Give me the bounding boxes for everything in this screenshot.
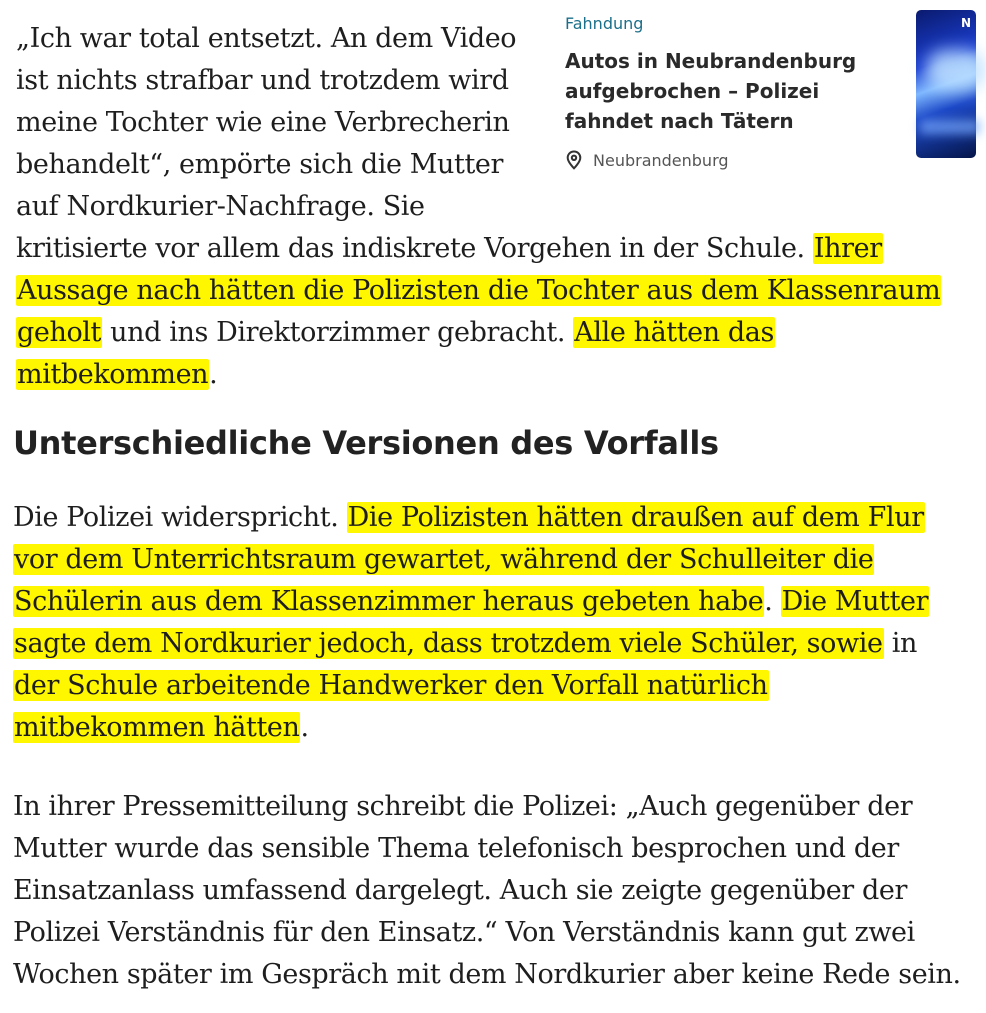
- p2-line: [13, 623, 917, 665]
- section-heading: Unterschiedliche Versionen des Vorfalls: [13, 424, 719, 462]
- image-light-glow: [926, 50, 986, 90]
- highlighted-text: mitbekommen hätten: [14, 712, 300, 743]
- highlighted-text: sagte dem Nordkurier jedoch, dass trotzdem viele Schüler, sowie: [14, 628, 883, 659]
- teaser-image[interactable]: [916, 10, 976, 158]
- highlighted-text: Ihrer: [813, 233, 882, 264]
- highlighted-text: Die Polizisten hätten draußen auf dem Flur: [347, 502, 924, 533]
- text-segment: Mutter wurde das sensible Thema telefonisch besprochen und der: [13, 833, 899, 864]
- highlighted-text: Alle hätten das: [574, 317, 774, 348]
- text-segment: .: [764, 586, 781, 617]
- text-segment: Polizei Verständnis für den Einsatz.“ Von Verständnis kann gut zwei: [13, 917, 915, 948]
- p2-line: [13, 665, 769, 707]
- text-segment: Einsatzanlass umfassend dargelegt. Auch sie zeigte gegenüber der: [13, 875, 907, 906]
- text-segment: .: [300, 712, 309, 743]
- p1-line: [16, 270, 941, 312]
- highlighted-text: Aussage nach hätten die Polizisten die Tochter aus dem Klassenraum: [17, 275, 941, 306]
- text-segment: meine Tochter wie eine Verbrecherin: [16, 107, 510, 138]
- related-article-teaser[interactable]: [565, 10, 972, 180]
- p1-line: [16, 312, 775, 354]
- text-segment: ist nichts strafbar und trotzdem wird: [16, 65, 509, 96]
- p2-line: [13, 497, 925, 539]
- highlighted-text: Schülerin aus dem Klassenzimmer heraus gebeten habe: [14, 586, 764, 617]
- teaser-location-label: Neubrandenburg: [593, 150, 729, 170]
- p2-line: [13, 539, 874, 581]
- highlighted-text: mitbekommen: [17, 359, 209, 390]
- text-segment: Wochen später im Gespräch mit dem Nordkurier aber keine Rede sein.: [13, 959, 961, 990]
- p1-line: [16, 18, 516, 60]
- text-segment: .: [209, 359, 218, 390]
- text-segment: behandelt“, empörte sich die Mutter: [16, 149, 503, 180]
- p1-line: [16, 144, 503, 186]
- highlighted-text: der Schule arbeitende Handwerker den Vorfall natürlich: [14, 670, 768, 701]
- p3-line: [13, 912, 915, 954]
- p2-line: [13, 581, 929, 623]
- text-segment: Die Polizei widerspricht.: [13, 502, 347, 533]
- teaser-kicker[interactable]: Fahndung: [565, 14, 644, 33]
- p1-line: [16, 186, 425, 228]
- highlighted-text: Die Mutter: [781, 586, 929, 617]
- p1-line: [16, 354, 217, 396]
- text-segment: auf Nordkurier-Nachfrage. Sie: [16, 191, 425, 222]
- teaser-location: [565, 150, 729, 170]
- p1-line: [16, 60, 509, 102]
- highlighted-text: geholt: [17, 317, 101, 348]
- p1-line: [16, 102, 510, 144]
- text-segment: kritisierte vor allem das indiskrete Vorgehen in der Schule.: [16, 233, 813, 264]
- p3-line: [13, 786, 912, 828]
- highlighted-text: vor dem Unterrichtsraum gewartet, während der Schulleiter die: [14, 544, 874, 575]
- text-segment: und ins Direktorzimmer gebracht.: [102, 317, 574, 348]
- location-pin-icon: [565, 150, 583, 170]
- p1-line: [16, 228, 883, 270]
- text-segment: In ihrer Pressemitteilung schreibt die Polizei: „Auch gegenüber der: [13, 791, 913, 822]
- image-letter: N: [961, 16, 972, 30]
- text-segment: in: [883, 628, 917, 659]
- p3-line: [13, 828, 899, 870]
- p3-line: [13, 954, 961, 996]
- p2-line: [13, 707, 309, 749]
- text-segment: „Ich war total entsetzt. An dem Video: [16, 23, 517, 54]
- teaser-title[interactable]: Autos in Neubrandenburg aufgebrochen – Polizei fahndet nach Tätern: [565, 49, 857, 133]
- p3-line: [13, 870, 907, 912]
- image-light-glow: [920, 120, 980, 134]
